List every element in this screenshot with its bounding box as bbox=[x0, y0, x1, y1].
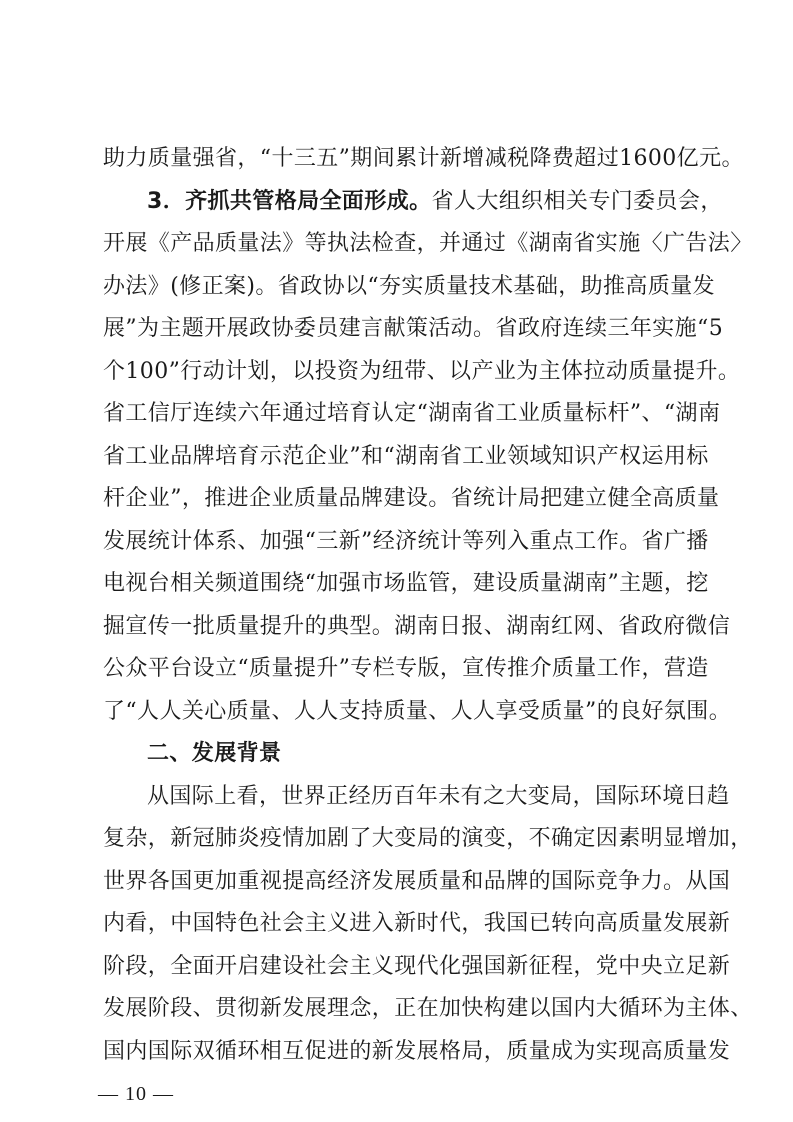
paragraph-line: 从国际上看，世界正经历百年未有之大变局，国际环境日趋 bbox=[147, 783, 730, 809]
paragraph-line: 了“人人关心质量、人人支持质量、人人享受质量”的良好氛围。 bbox=[103, 698, 732, 724]
paragraph-line: 开展《产品质量法》等执法检查，并通过《湖南省实施〈广告法〉 bbox=[103, 231, 753, 256]
paragraph-line: 省工信厅连续六年通过培育认定“湖南省工业质量标杆”、“湖南 bbox=[103, 401, 721, 426]
paragraph-line: 省工业品牌培育示范企业”和“湖南省工业领域知识产权运用标 bbox=[103, 443, 709, 469]
paragraph-line: 展”为主题开展政协委员建言献策活动。省政府连续三年实施“5 bbox=[103, 316, 724, 341]
paragraph-line bbox=[147, 187, 723, 217]
paragraph-line: 发展统计体系、加强“三新”经济统计等列入重点工作。省广播 bbox=[103, 528, 709, 554]
bold-lead: 3．齐抓共管格局全面形成。 bbox=[147, 188, 432, 214]
paragraph-line: 复杂，新冠肺炎疫情加剧了大变局的演变，不确定因素明显增加， bbox=[103, 826, 753, 851]
paragraph-line: 助力质量强省，“十三五”期间累计新增减税降费超过1600亿元。 bbox=[103, 146, 744, 171]
section-heading: 二、发展背景 bbox=[147, 741, 282, 766]
paragraph-line: 个100”行动计划，以投资为纽带、以产业为主体拉动质量提升。 bbox=[103, 358, 741, 384]
paragraph-line: 公众平台设立“质量提升”专栏专版，宣传推介质量工作，营造 bbox=[103, 656, 709, 681]
paragraph-line: 世界各国更加重视提高经济发展质量和品牌的国际竞争力。从国 bbox=[103, 868, 731, 894]
paragraph-line: 国内国际双循环相互促进的新发展格局，质量成为实现高质量发 bbox=[103, 1038, 731, 1064]
paragraph-line: 阶段，全面开启建设社会主义现代化强国新征程，党中央立足新 bbox=[103, 953, 731, 979]
paragraph-line: 办法》(修正案)。省政协以“夯实质量技术基础，助推高质量发 bbox=[103, 273, 716, 299]
paragraph-line: 发展阶段、贯彻新发展理念，正在加快构建以国内大循环为主体、 bbox=[103, 996, 753, 1021]
page-number: — 10 — bbox=[98, 1082, 174, 1105]
paragraph-text: 省人大组织相关专门委员会， bbox=[431, 188, 723, 214]
paragraph-line: 掘宣传一批质量提升的典型。湖南日报、湖南红网、省政府微信 bbox=[103, 613, 731, 639]
paragraph-line: 杆企业”，推进企业质量品牌建设。省统计局把建立健全高质量 bbox=[103, 486, 720, 511]
paragraph-line: 电视台相关频道围绕“加强市场监管，建设质量湖南”主题，挖 bbox=[103, 571, 709, 596]
paragraph-line: 内看，中国特色社会主义进入新时代，我国已转向高质量发展新 bbox=[103, 911, 731, 936]
